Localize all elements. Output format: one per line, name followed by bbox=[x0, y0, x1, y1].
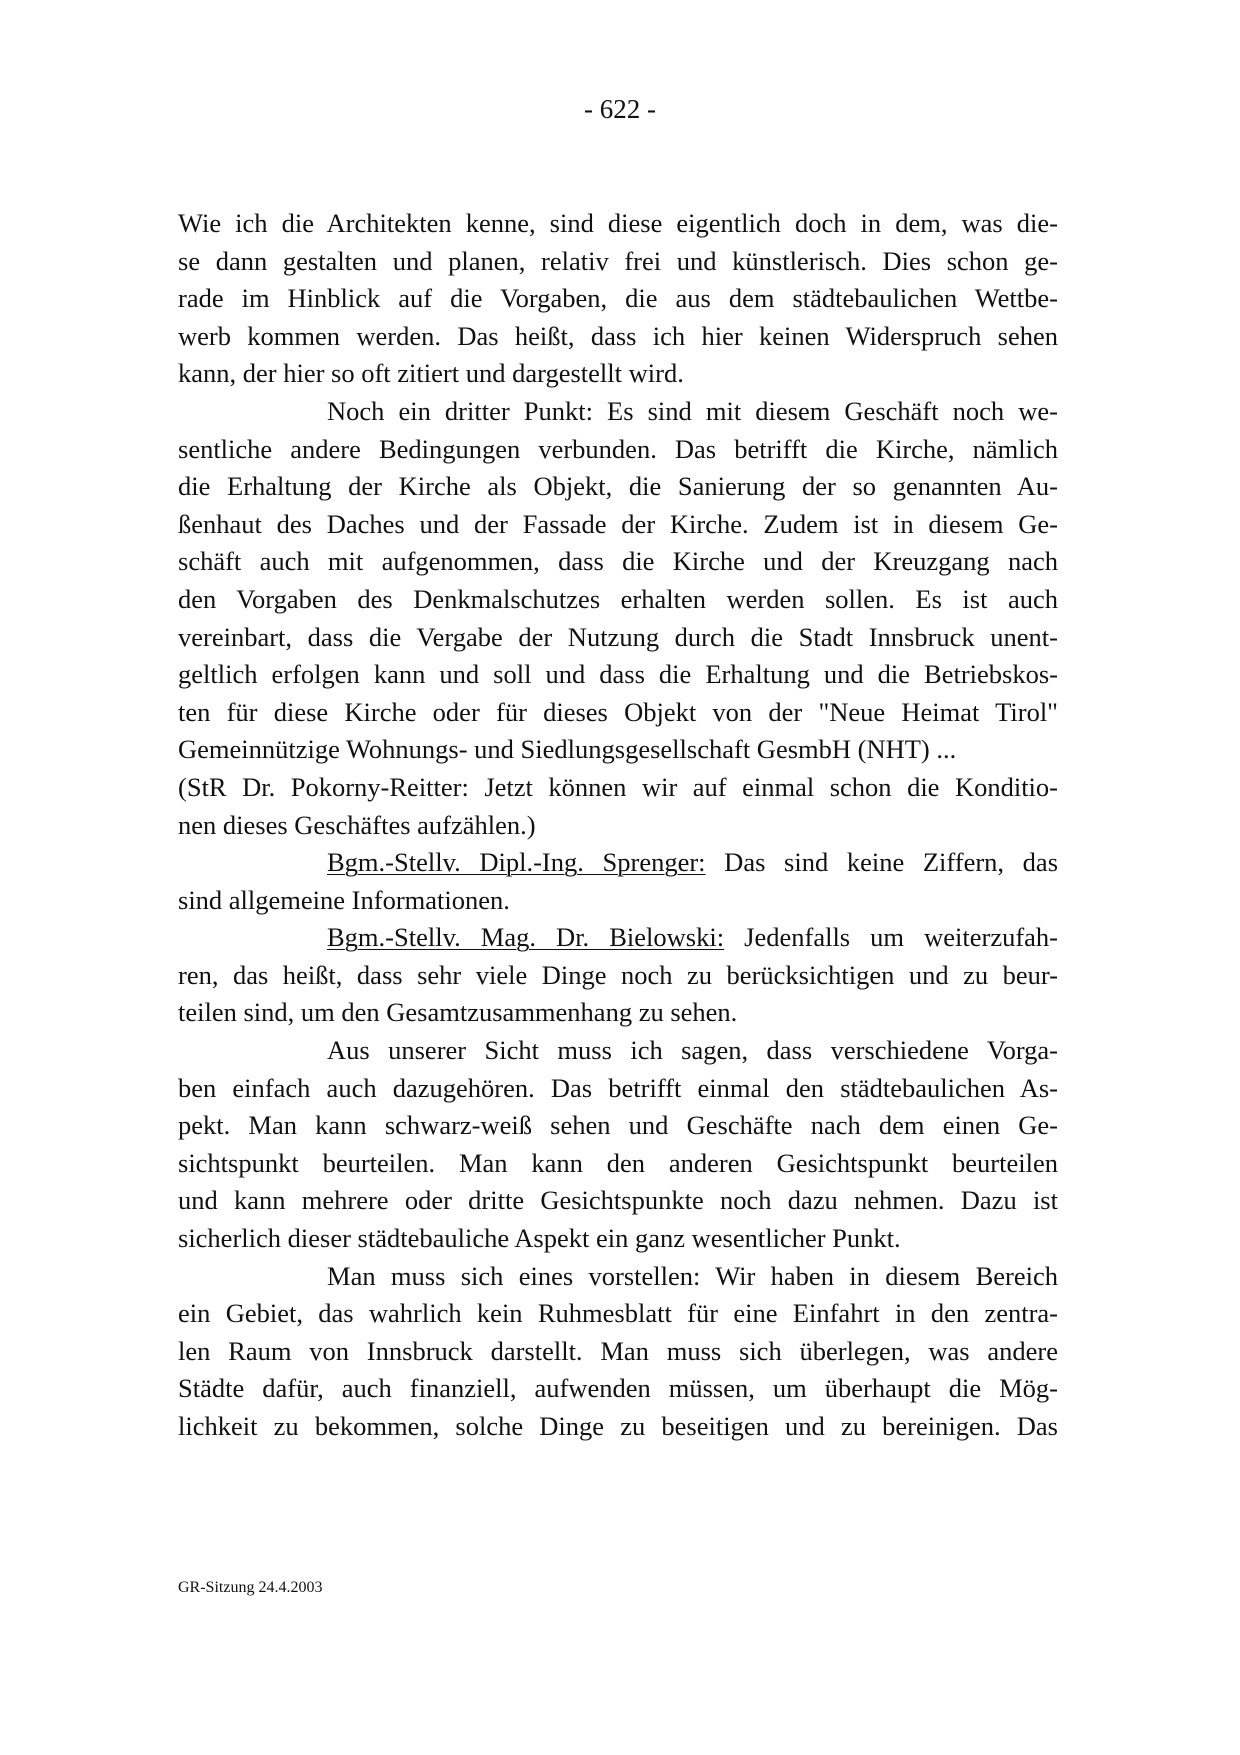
text-line: kann, der hier so oft zitiert und dargestellt wird. bbox=[178, 358, 684, 389]
text-line: Man muss sich eines vorstellen: Wir haben in diesem Bereich bbox=[327, 1260, 1058, 1291]
footer: GR-Sitzung 24.4.2003 bbox=[178, 1579, 323, 1596]
text-line: die Erhaltung der Kirche als Objekt, die Sanierung der so genannten Au- bbox=[178, 471, 1058, 502]
body-text bbox=[178, 205, 1058, 1446]
text-line: ten für diese Kirche oder für dieses Objekt von der "Neue Heimat Tirol" bbox=[178, 696, 1058, 727]
text-line: werb kommen werden. Das heißt, dass ich hier keinen Widerspruch sehen bbox=[178, 320, 1058, 351]
speaker-paragraph bbox=[178, 919, 1058, 1032]
text-line: Noch ein dritter Punkt: Es sind mit diesem Geschäft noch we- bbox=[327, 395, 1058, 426]
text-line: lichkeit zu bekommen, solche Dinge zu beseitigen und zu bereinigen. Das bbox=[178, 1411, 1058, 1441]
text-line: sichtspunkt beurteilen. Man kann den anderen Gesichtspunkt beurteilen bbox=[178, 1147, 1058, 1178]
text-line: Gemeinnützige Wohnungs- und Siedlungsgesellschaft GesmbH (NHT) ... bbox=[178, 734, 957, 765]
text-line: sentliche andere Bedingungen verbunden. Das betrifft die Kirche, nämlich bbox=[178, 433, 1058, 464]
paragraph bbox=[178, 205, 1058, 393]
paragraph bbox=[178, 1258, 1058, 1446]
text-line: und kann mehrere oder dritte Gesichtspunkte noch dazu nehmen. Dazu ist bbox=[178, 1185, 1058, 1216]
text-line: (StR Dr. Pokorny-Reitter: Jetzt können wir auf einmal schon die Konditio- bbox=[178, 771, 1058, 802]
text-line: sind allgemeine Informationen. bbox=[178, 884, 510, 915]
text-line: geltlich erfolgen kann und soll und dass die Erhaltung und die Betriebskos- bbox=[178, 659, 1058, 690]
speech-text: Jedenfalls um weiterzufah- bbox=[724, 922, 1058, 953]
text-line: rade im Hinblick auf die Vorgaben, die aus dem städtebaulichen Wettbe- bbox=[178, 283, 1058, 314]
paragraph bbox=[178, 1032, 1058, 1258]
paragraph bbox=[178, 393, 1058, 769]
text-line bbox=[178, 919, 1058, 957]
text-line: len Raum von Innsbruck darstellt. Man muss sich überlegen, was andere bbox=[178, 1335, 1058, 1366]
speaker-paragraph bbox=[178, 844, 1058, 919]
page-number: - 622 - bbox=[584, 94, 656, 124]
text-line: nen dieses Geschäftes aufzählen.) bbox=[178, 809, 536, 840]
text-line: Wie ich die Architekten kenne, sind diese eigentlich doch in dem, was die- bbox=[178, 208, 1058, 238]
text-line: vereinbart, dass die Vergabe der Nutzung durch die Stadt Innsbruck unent- bbox=[178, 621, 1058, 652]
text-line: Städte dafür, auch finanziell, aufwenden müssen, um überhaupt die Mög- bbox=[178, 1373, 1058, 1404]
text-line: Aus unserer Sicht muss ich sagen, dass verschiedene Vorga- bbox=[327, 1035, 1058, 1066]
text-line: sicherlich dieser städtebauliche Aspekt ein ganz wesentlicher Punkt. bbox=[178, 1223, 901, 1254]
text-line: den Vorgaben des Denkmalschutzes erhalten werden sollen. Es ist auch bbox=[178, 583, 1058, 614]
text-line: ren, das heißt, dass sehr viele Dinge noch zu berücksichtigen und zu beur- bbox=[178, 959, 1058, 990]
text-line: teilen sind, um den Gesamtzusammenhang zu sehen. bbox=[178, 997, 738, 1028]
speaker-name: Bgm.-Stellv. Dipl.-Ing. Sprenger: bbox=[327, 847, 706, 878]
text-line bbox=[178, 844, 1058, 882]
text-line: ben einfach auch dazugehören. Das betrifft einmal den städtebaulichen As- bbox=[178, 1072, 1058, 1103]
text-line: pekt. Man kann schwarz-weiß sehen und Geschäfte nach dem einen Ge- bbox=[178, 1110, 1058, 1141]
speaker-name: Bgm.-Stellv. Mag. Dr. Bielowski: bbox=[327, 922, 725, 953]
speech-text: Das sind keine Ziffern, das bbox=[705, 847, 1059, 878]
text-line: ein Gebiet, das wahrlich kein Ruhmesblatt für eine Einfahrt in den zentra- bbox=[178, 1298, 1058, 1329]
text-line: schäft auch mit aufgenommen, dass die Kirche und der Kreuzgang nach bbox=[178, 546, 1058, 577]
text-line: se dann gestalten und planen, relativ frei und künstlerisch. Dies schon ge- bbox=[178, 245, 1058, 276]
text-line: ßenhaut des Daches und der Fassade der Kirche. Zudem ist in diesem Ge- bbox=[178, 508, 1058, 539]
interjection bbox=[178, 769, 1058, 844]
